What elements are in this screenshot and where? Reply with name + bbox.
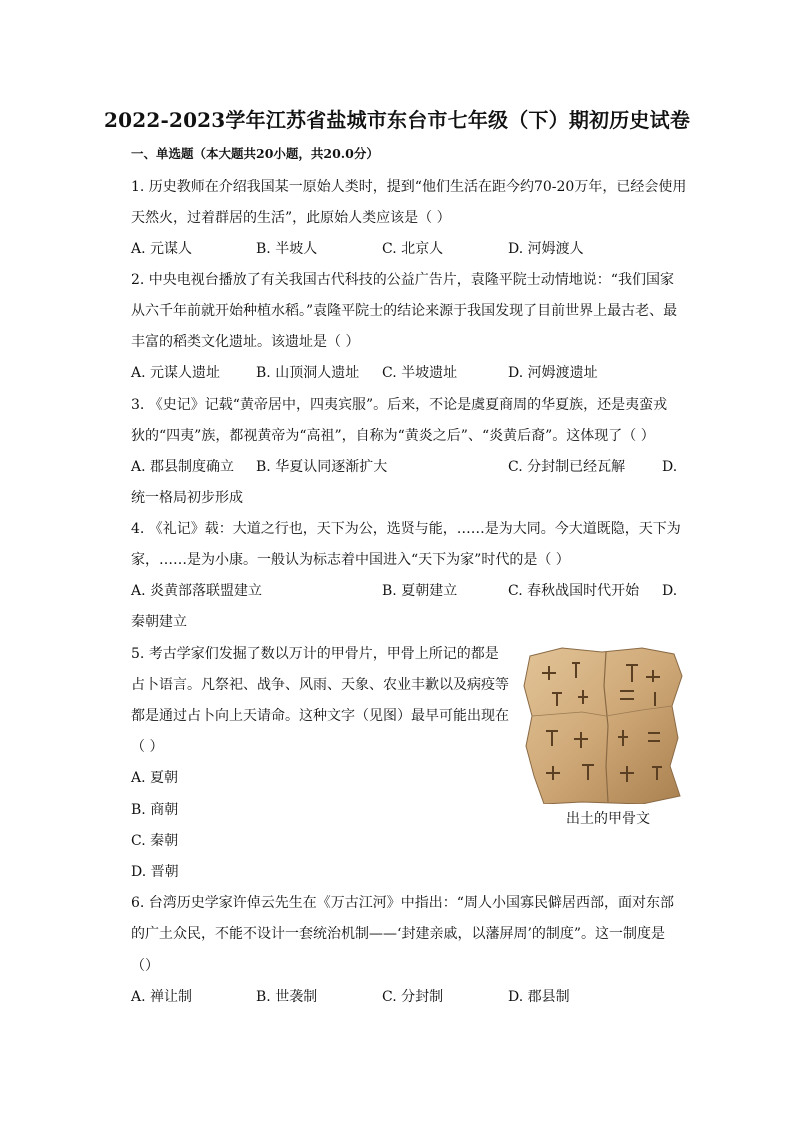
q2-stem-line1: 2. 中央电视台播放了有关我国古代科技的公益广告片，袁隆平院士动情地说：“我们国家 [131,272,674,288]
q2-option-d[interactable]: D. 河姆渡遗址 [508,365,598,381]
q1-option-d[interactable]: D. 河姆渡人 [508,241,584,257]
q3-option-d[interactable]: D. [662,459,678,475]
q6-stem-line2: 的广土众民，不能不设计一套统治机制——‘封建亲戚，以藩屏周’的制度”。这一制度是 [131,926,666,942]
q6-option-d[interactable]: D. 郡县制 [508,989,570,1005]
q6-stem-line1: 6. 台湾历史学家许倬云先生在《万古江河》中指出：“周人小国寡民僻居西部，面对东部 [131,895,674,911]
q2-stem-line3: 丰富的稻类文化遗址。该遗址是（ ） [131,334,360,350]
q1-option-c[interactable]: C. 北京人 [382,241,444,257]
q1-stem-line2: 天然火，过着群居的生活”，此原始人类应该是（ ） [131,210,451,226]
q6-option-a[interactable]: A. 禅让制 [131,989,193,1005]
q4-option-d-text: 秦朝建立 [131,614,187,630]
q2-option-b[interactable]: B. 山顶洞人遗址 [256,365,360,381]
q6-stem-line3: （） [131,958,159,974]
q3-option-b[interactable]: B. 华夏认同逐渐扩大 [256,459,388,475]
q2-option-c[interactable]: C. 半坡遗址 [382,365,458,381]
q1-option-b[interactable]: B. 半坡人 [256,241,318,257]
q4-option-b[interactable]: B. 夏朝建立 [382,583,458,599]
q3-stem-line1: 3. 《史记》记载“黄帝居中，四夷宾服”。后来，不论是虞夏商周的华夏族，还是夷蛮戎 [131,397,668,413]
q3-option-c[interactable]: C. 分封制已经瓦解 [508,459,626,475]
q5-stem-line1: 5. 考古学家们发掘了数以万计的甲骨片，甲骨上所记的都是 [131,646,499,662]
page-title: 2022-2023学年江苏省盐城市东台市七年级（下）期初历史试卷 [103,108,691,132]
q5-option-a[interactable]: A. 夏朝 [131,770,179,786]
q4-stem-line1: 4. 《礼记》载：大道之行也，天下为公，选贤与能，……是为大同。今大道既隐，天下为 [131,521,681,537]
oracle-bone-image [522,646,688,804]
q4-stem-line2: 家，……是为小康。一般认为标志着中国进入“天下为家”时代的是（ ） [131,552,570,568]
q6-option-b[interactable]: B. 世袭制 [256,989,318,1005]
q3-option-a[interactable]: A. 郡县制度确立 [131,459,235,475]
q1-option-a[interactable]: A. 元谋人 [131,241,193,257]
q3-stem-line2: 狄的“四夷”族，都视黄帝为“高祖”，自称为“黄炎之后”、“炎黄后裔”。这体现了（ ） [131,428,655,444]
q5-stem-line3: 都是通过占卜向上天请命。这种文字（见图）最早可能出现在 [131,708,509,724]
q1-stem-line1: 1. 历史教师在介绍我国某一原始人类时，提到“他们生活在距今约70-20万年，已经会使用 [131,179,687,195]
q3-option-d-text: 统一格局初步形成 [131,490,243,506]
q6-option-c[interactable]: C. 分封制 [382,989,444,1005]
q2-option-a[interactable]: A. 元谋人遗址 [131,365,221,381]
q4-option-c[interactable]: C. 春秋战国时代开始 [508,583,640,599]
q4-option-d[interactable]: D. [662,583,678,599]
q2-stem-line2: 从六千年前就开始种植水稻。”袁隆平院士的结论来源于我国发现了目前世界上最古老、最 [131,303,678,319]
q5-option-b[interactable]: B. 商朝 [131,802,179,818]
q5-option-d[interactable]: D. 晋朝 [131,864,179,880]
q5-stem-line4: （ ） [131,739,164,755]
q5-option-c[interactable]: C. 秦朝 [131,833,179,849]
figure-caption: 出土的甲骨文 [566,811,650,827]
q4-option-a[interactable]: A. 炎黄部落联盟建立 [131,583,263,599]
section-heading: 一、单选题（本大题共20小题，共20.0分） [131,146,379,161]
q5-stem-line2: 占卜语言。凡祭祀、战争、风雨、天象、农业丰歉以及病疫等 [131,677,509,693]
